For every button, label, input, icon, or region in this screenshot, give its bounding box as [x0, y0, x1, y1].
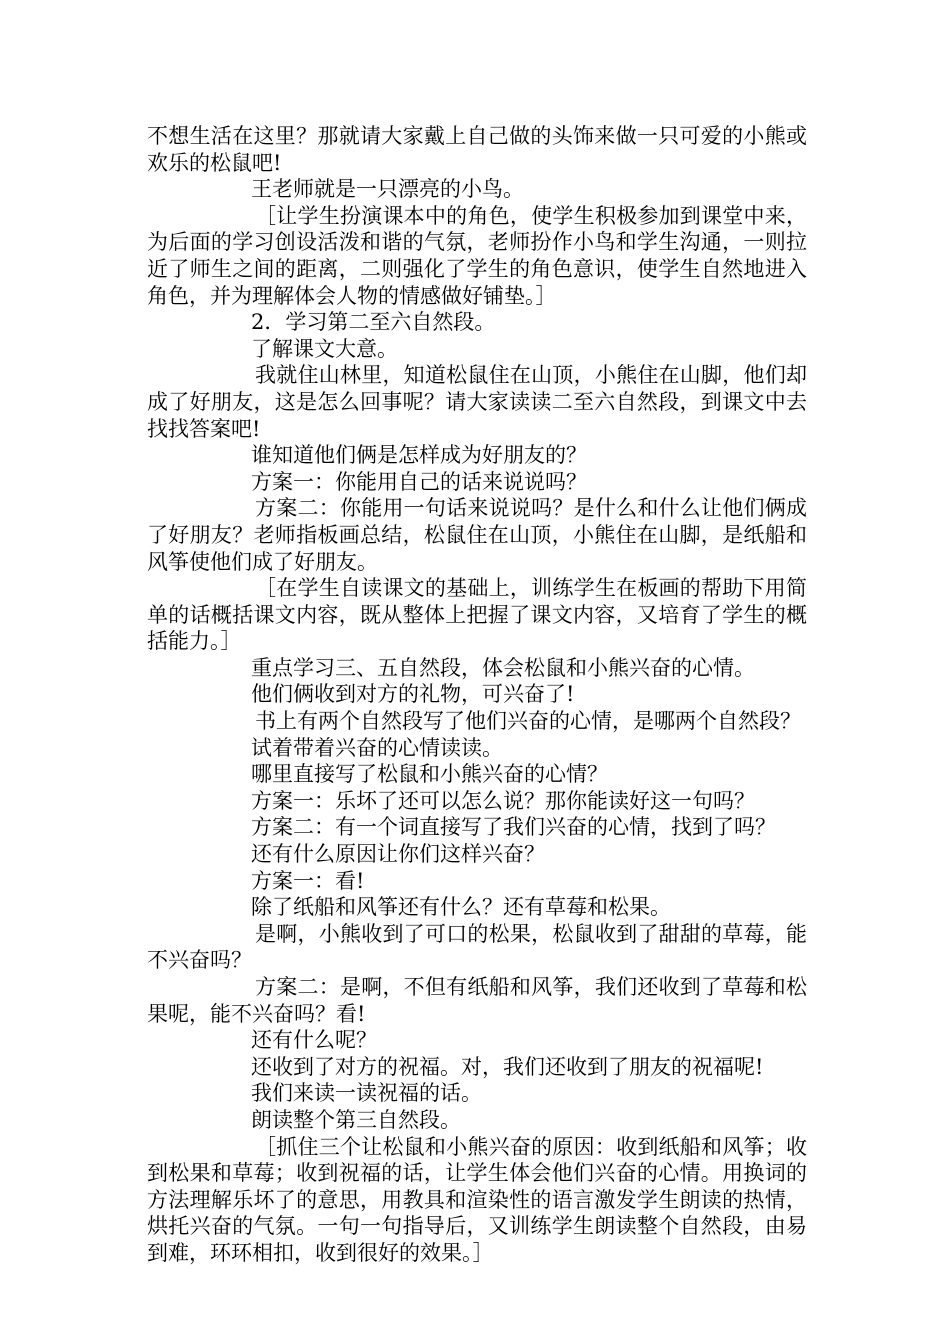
paragraph-3: 2．学习第二至六自然段。 — [251, 310, 496, 335]
paragraph-15: 方案一：乐坏了还可以怎么说？那你能读好这一句吗？ — [251, 788, 755, 813]
paragraph-17: 还有什么原因让你们这样兴奋？ — [251, 842, 545, 867]
paragraph-13: 试着带着兴奋的心情读读。 — [251, 735, 503, 760]
paragraph-6: 谁知道他们俩是怎样成为好朋友的？ — [251, 443, 587, 468]
paragraph-21: 方案二：是啊，不但有纸船和风筝，我们还收到了草莓和松果呢，能不兴奋吗？看! — [147, 975, 807, 1026]
paragraph-14: 哪里直接写了松鼠和小熊兴奋的心情？ — [251, 762, 608, 787]
paragraph-24: 我们来读一读祝福的话。 — [251, 1081, 482, 1106]
paragraph-2: ［让学生扮演课本中的角色，使学生积极参加到课堂中来，为后面的学习创设活泼和谐的气氛，老师扮作小鸟和学生沟通，一则拉近了师生之间的距离，二则强化了学生的角色意识，使学生自然地进入角色，并为理解体会人物的情感做好铺垫。］ — [147, 203, 807, 308]
paragraph-23: 还收到了对方的祝福。对，我们还收到了朋友的祝福呢! — [251, 1054, 764, 1079]
paragraph-16: 方案二：有一个词直接写了我们兴奋的心情，找到了吗？ — [251, 815, 776, 840]
paragraph-11: 他们俩收到对方的礼物，可兴奋了! — [251, 682, 575, 707]
paragraph-19: 除了纸船和风筝还有什么？还有草莓和松果。 — [251, 895, 671, 920]
paragraph-7: 方案一：你能用自己的话来说说吗？ — [251, 469, 587, 494]
paragraph-1: 王老师就是一只漂亮的小鸟。 — [251, 177, 524, 202]
paragraph-9: ［在学生自读课文的基础上，训练学生在板画的帮助下用简单的话概括课文内容，既从整体上把握了课文内容，又培育了学生的概括能力。］ — [147, 576, 807, 654]
paragraph-12: 书上有两个自然段写了他们兴奋的心情，是哪两个自然段？ — [255, 709, 801, 734]
paragraph-0: 不想生活在这里？那就请大家戴上自己做的头饰来做一只可爱的小熊或欢乐的松鼠吧! — [147, 124, 807, 175]
paragraph-18: 方案一：看! — [251, 868, 365, 893]
paragraph-8: 方案二：你能用一句话来说说吗？是什么和什么让他们俩成了好朋友？老师指板画总结，松鼠住在山顶，小熊住在山脚，是纸船和风筝使他们成了好朋友。 — [147, 496, 807, 574]
paragraph-25: 朗读整个第三自然段。 — [251, 1107, 461, 1132]
lesson-plan-text — [147, 123, 807, 1267]
paragraph-4: 了解课文大意。 — [251, 336, 398, 361]
paragraph-22: 还有什么呢？ — [251, 1028, 377, 1053]
paragraph-5: 我就住山林里，知道松鼠住在山顶，小熊住在山脚，他们却成了好朋友，这是怎么回事呢？请大家读读二至六自然段，到课文中去找找答案吧! — [147, 363, 807, 441]
paragraph-20: 是啊，小熊收到了可口的松果，松鼠收到了甜甜的草莓，能不兴奋吗？ — [147, 921, 807, 973]
paragraph-10: 重点学习三、五自然段，体会松鼠和小熊兴奋的心情。 — [251, 655, 755, 680]
paragraph-26: ［抓住三个让松鼠和小熊兴奋的原因：收到纸船和风筝；收到松果和草莓；收到祝福的话，让学生体会他们兴奋的心情。用换词的方法理解乐坏了的意思，用教具和渲染性的语言激发学生朗读的热情，烘托兴奋的气氛。一句一句指导后，又训练学生朗读整个自然段，由易到难，环环相扣，收到很好的效果。］ — [147, 1134, 807, 1265]
